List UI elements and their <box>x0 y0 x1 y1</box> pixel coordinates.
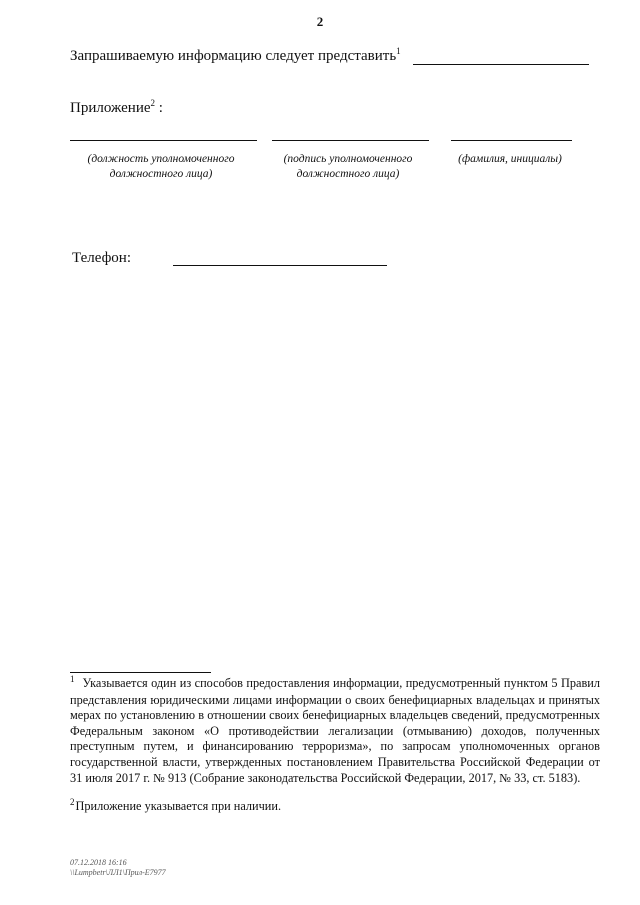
phone-blank <box>173 265 387 266</box>
page-number: 2 <box>316 14 324 29</box>
name-blank <box>451 140 572 141</box>
request-blank <box>413 64 589 65</box>
attachment-text: Приложение <box>70 100 151 116</box>
attachment-colon: : <box>158 100 163 116</box>
attachment-line <box>70 100 163 117</box>
name-caption: (фамилия, инициалы) <box>458 153 562 165</box>
footnote-1-text: Указывается один из способов предоставления информации, предусмотренный пунктом 5 Правил представления юридическими лицами информации о своих бенефициарных владельцах и принятых мерах по установлению в отношении своих бенефициарных владельцев сведений, предусмотренных Федеральным законом «О противодействии легализации (отмыванию) доходов, полученных преступным путем, и финансированию терроризма», по запросам уполномоченных органов государственной власти, утвержденных постановлением Правительства Российской Федерации от 31 июля 2017 г. № 913 (Собрание законодательства Российской Федерации, 2017, № 33, ст. 5183). <box>70 676 600 785</box>
footnote-separator <box>70 672 211 673</box>
footnote-2-text: Приложение указывается при наличии. <box>75 799 282 813</box>
position-blank <box>70 140 257 141</box>
footnote-2 <box>70 799 600 816</box>
position-caption-line2: должностного лица) <box>109 168 213 180</box>
request-text: Запрашиваемую информацию следует представить <box>70 48 397 64</box>
signature-caption-line1: (подпись уполномоченного <box>283 153 413 165</box>
signature-blank <box>272 140 429 141</box>
signature-caption <box>268 152 428 182</box>
footnote-2-mark: 2 <box>70 797 75 807</box>
signature-caption-line2: должностного лица) <box>296 168 400 180</box>
footnote-1-mark: 1 <box>70 674 75 684</box>
position-caption <box>66 152 256 182</box>
footnote-ref-1: 1 <box>396 46 401 56</box>
print-stamp-path: \\Lumpbetr\ЛЛ1\Прил-Е7977 <box>70 868 166 877</box>
print-stamp-date: 07.12.2018 16:16 <box>70 858 127 867</box>
request-line <box>70 48 401 65</box>
print-stamp <box>70 858 166 878</box>
phone-label: Телефон: <box>72 250 131 266</box>
footnote-1 <box>70 676 600 786</box>
footnote-ref-2: 2 <box>150 98 156 108</box>
position-caption-line1: (должность уполномоченного <box>87 153 235 165</box>
